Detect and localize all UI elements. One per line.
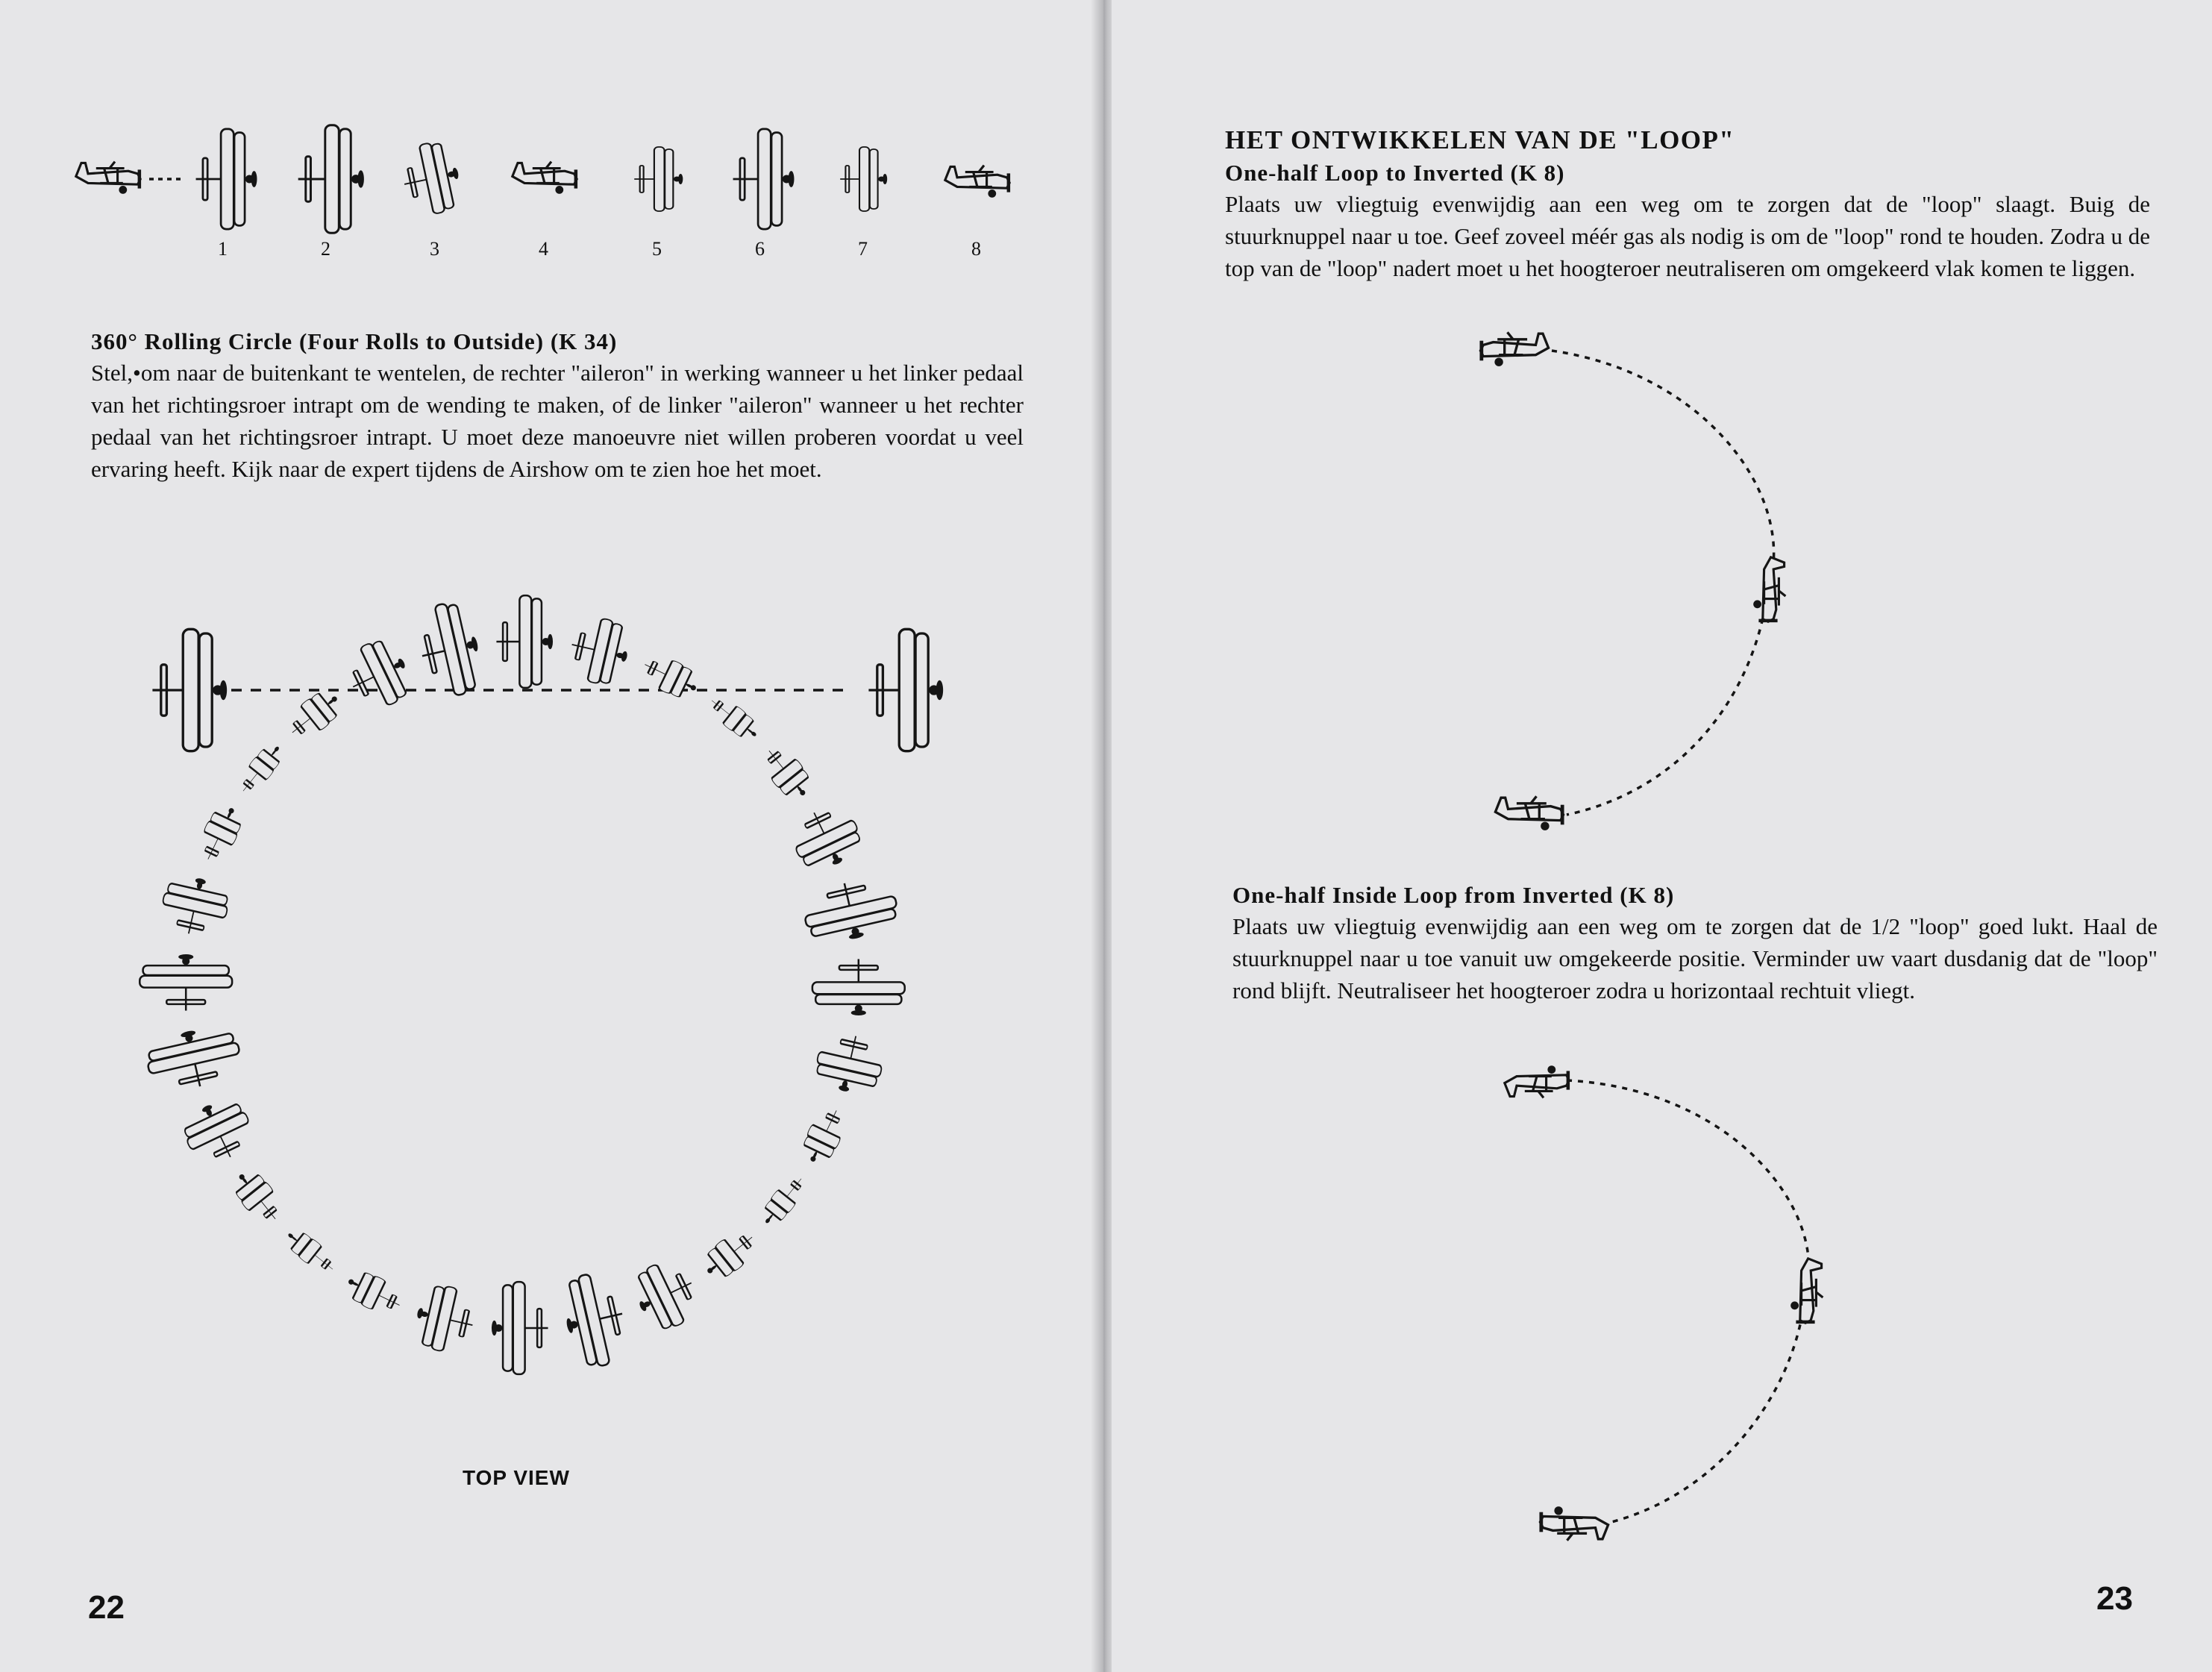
circle-plane: [339, 633, 418, 716]
circle-plane: [282, 685, 346, 745]
roll-step-4: [397, 138, 466, 219]
rolling-circle-paragraph: Stel,•om naar de buitenkant te wentelen, de rechter "aileron" in werking wanneer u het linker pedaal van het richtingsroer intrapt om de wending te maken, of de linker "aileron" wanneer u het rechter pedaal van het richtingsroer intrapt. U moet deze manoeuvre niet willen proberen voordat u veel ervaring heeft. Kijk naar de expert tijdens de Airshow om te zien hoe het moet.: [91, 360, 1024, 482]
section1-paragraph: Plaats uw vliegtuig evenwijdig aan een weg om te zorgen dat de "loop" slaagt. Buig de stuurknuppel naar u toe. Geef zoveel méér gas als nodig is om de "loop" rond te houden. Zodra u de top van de "loop" nadert moet u het hoogteroer neutraliseren om omgekeerd vlak komen te liggen.: [1225, 191, 2150, 281]
circle-plane: [342, 1266, 407, 1320]
circle-plane: [177, 1092, 260, 1171]
sequence-number: 8: [971, 238, 981, 260]
circle-plane: [812, 1029, 887, 1098]
page-number: 23: [2096, 1580, 2133, 1617]
circle-plane: [281, 1225, 339, 1278]
roll-step-3: [298, 125, 364, 233]
loop1-vertical-plane: [1753, 557, 1785, 622]
sequence-number: 6: [755, 238, 765, 260]
circle-plane: [496, 595, 553, 688]
circle-start-plane: [152, 629, 227, 751]
sequence-number: 7: [858, 238, 868, 260]
figure-caption: TOP VIEW: [463, 1466, 570, 1489]
rolling-circle-figure: [0, 582, 1097, 1477]
section2-paragraph: Plaats uw vliegtuig evenwijdig aan een weg om te zorgen dat de 1/2 "loop" goed lukt. Haal de stuurknuppel naar u toe vanuit uw omgekeerde positie. Verminder uw vaart dusdanig dat de "loop" rond blijft. Neutraliseer het hoogteroer zodra u horizontaal rechtuit vliegt.: [1232, 913, 2158, 1003]
section1-heading: One-half Loop to Inverted (K 8): [1225, 160, 1565, 186]
roll-sequence-figure: [0, 0, 1097, 284]
circle-plane: [193, 801, 247, 866]
main-heading: HET ONTWIKKELEN VAN DE "LOOP": [1225, 125, 1735, 154]
loop1-entry-plane: [1495, 796, 1564, 830]
circle-plane: [140, 954, 232, 1011]
half-loop-to-inverted-figure: [1112, 313, 2212, 880]
roll-step-9: [945, 166, 1010, 198]
loop2-exit-plane: [1539, 1506, 1608, 1541]
circle-plane: [228, 1165, 288, 1229]
roll-step-2: [196, 129, 257, 229]
sequence-number: 5: [652, 238, 662, 260]
circle-plane: [798, 1103, 851, 1168]
circle-plane: [627, 1253, 706, 1336]
circle-plane: [410, 1281, 480, 1356]
loop1-inverted-plane: [1479, 332, 1548, 366]
circle-plane: [812, 959, 905, 1015]
circle-plane: [756, 741, 817, 805]
roll-step-5: [513, 162, 577, 194]
half-inside-loop-from-inverted-figure: [1112, 1045, 2212, 1567]
roll-step-8: [840, 147, 887, 211]
circle-plane: [234, 739, 287, 798]
circle-plane: [704, 692, 762, 745]
sequence-number: 2: [321, 238, 330, 260]
circle-plane: [698, 1224, 762, 1285]
circle-plane: [492, 1282, 548, 1374]
circle-plane: [157, 871, 233, 941]
circle-plane: [638, 650, 703, 704]
circle-plane: [412, 598, 487, 701]
roll-step-1: [76, 162, 141, 194]
right-page: [1112, 0, 2212, 1672]
roll-step-7: [733, 129, 795, 229]
section2-heading: One-half Inside Loop from Inverted (K 8): [1232, 882, 1675, 908]
left-page: [0, 0, 1097, 1672]
circle-plane: [757, 1171, 810, 1230]
circle-plane: [785, 798, 868, 877]
circle-plane: [799, 873, 902, 948]
sequence-number: 4: [539, 238, 548, 260]
circle-end-plane: [868, 629, 943, 751]
sequence-number: 3: [430, 238, 439, 260]
sequence-number: 1: [218, 238, 228, 260]
rolling-circle-heading: 360° Rolling Circle (Four Rolls to Outside) (K 34): [91, 328, 618, 354]
page-number: 22: [88, 1589, 125, 1626]
circle-plane: [565, 613, 634, 689]
roll-step-6: [634, 147, 683, 211]
circle-plane: [557, 1268, 633, 1371]
loop2-vertical-plane: [1790, 1259, 1823, 1324]
circle-plane: [142, 1021, 245, 1097]
loop2-inverted-entry-plane: [1505, 1065, 1570, 1098]
